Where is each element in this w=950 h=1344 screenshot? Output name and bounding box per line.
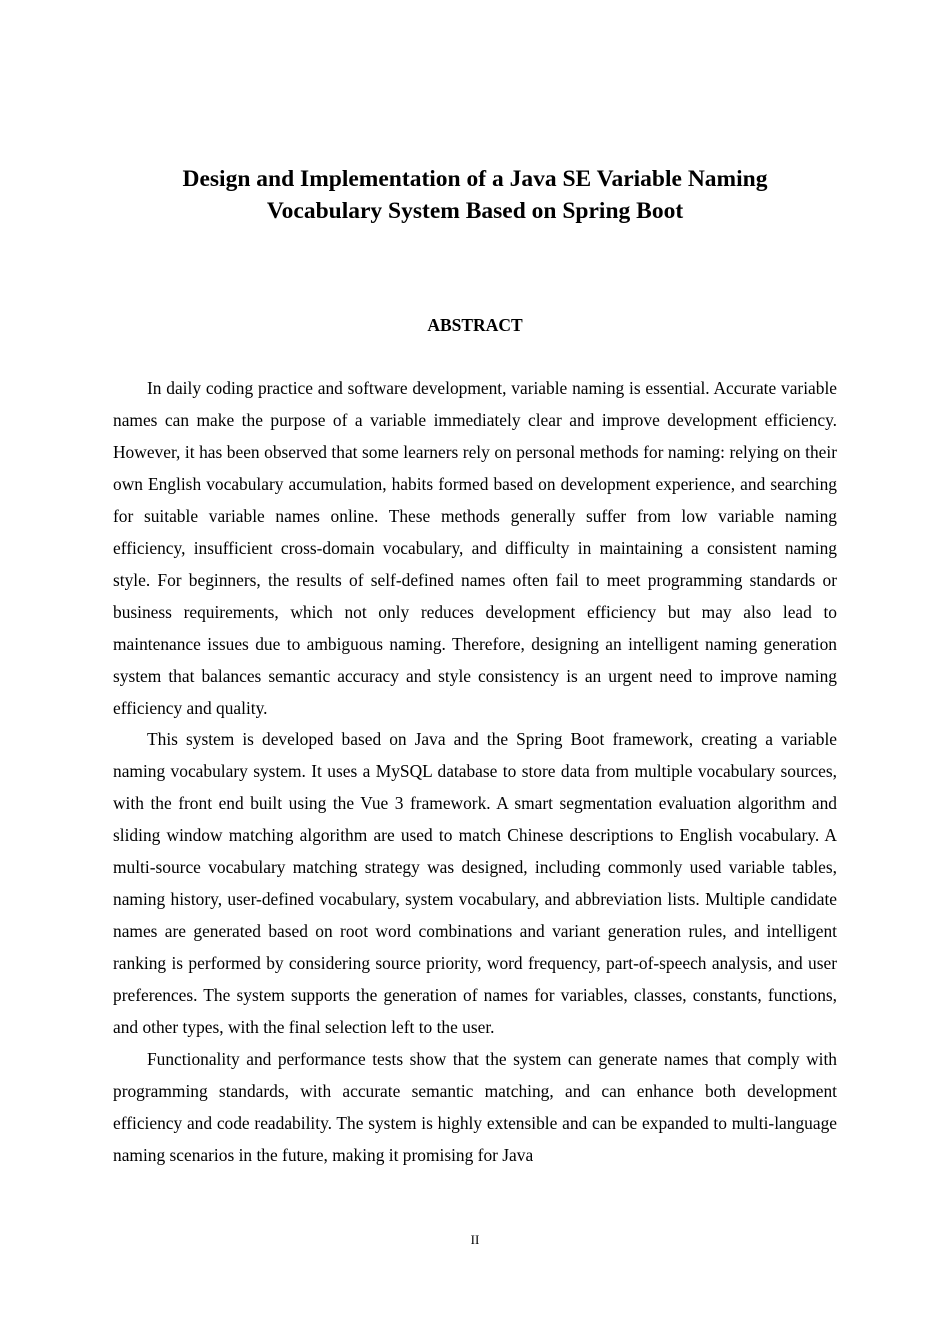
abstract-paragraph: This system is developed based on Java and the Spring Boot framework, creating a variable naming vocabulary system. It uses a MySQL database to store data from multiple vocabulary sources, with the front end built using the Vue 3 framework. A smart segmentation evaluation algorithm and sliding window matching algorithm are used to match Chinese descriptions to English vocabulary. A multi-source vocabulary matching strategy was designed, including commonly used variable tables, naming history, user-defined vocabulary, system vocabulary, and abbreviation lists. Multiple candidate names are generated based on root word combinations and variant generation rules, and intelligent ranking is performed by considering source priority, word frequency, part-of-speech analysis, and user preferences. The system supports the generation of names for variables, classes, constants, functions, and other types, with the final selection left to the user. xyxy=(113,729,837,1038)
title-line-1: Design and Implementation of a Java SE Variable Naming xyxy=(182,166,768,192)
page-number: II xyxy=(470,1232,480,1247)
abstract-body xyxy=(113,373,837,1172)
abstract-paragraph: Functionality and performance tests show that the system can generate names that comply with programming standards, with accurate semantic matching, and can enhance both development efficiency and code readability. The system is highly extensible and can be expanded to multi-language naming scenarios in the future, making it promising for Java xyxy=(113,1049,837,1165)
abstract-paragraph: In daily coding practice and software development, variable naming is essential. Accurate variable names can make the purpose of a variable immediately clear and improve development efficiency. However, it has been observed that some learners rely on personal methods for naming: relying on their own English vocabulary accumulation, habits formed based on development experience, and searching for suitable variable names online. These methods generally suffer from low variable naming efficiency, insufficient cross-domain vocabulary, and difficulty in maintaining a consistent naming style. For beginners, the results of self-defined names often fail to meet programming standards or business requirements, which not only reduces development efficiency but may also lead to maintenance issues due to ambiguous naming. Therefore, designing an intelligent naming generation system that balances semantic accuracy and style consistency is an urgent need to improve naming efficiency and quality. xyxy=(113,378,837,718)
title-line-2: Vocabulary System Based on Spring Boot xyxy=(266,198,684,224)
abstract-heading: ABSTRACT xyxy=(427,315,523,335)
document-title xyxy=(113,163,837,227)
